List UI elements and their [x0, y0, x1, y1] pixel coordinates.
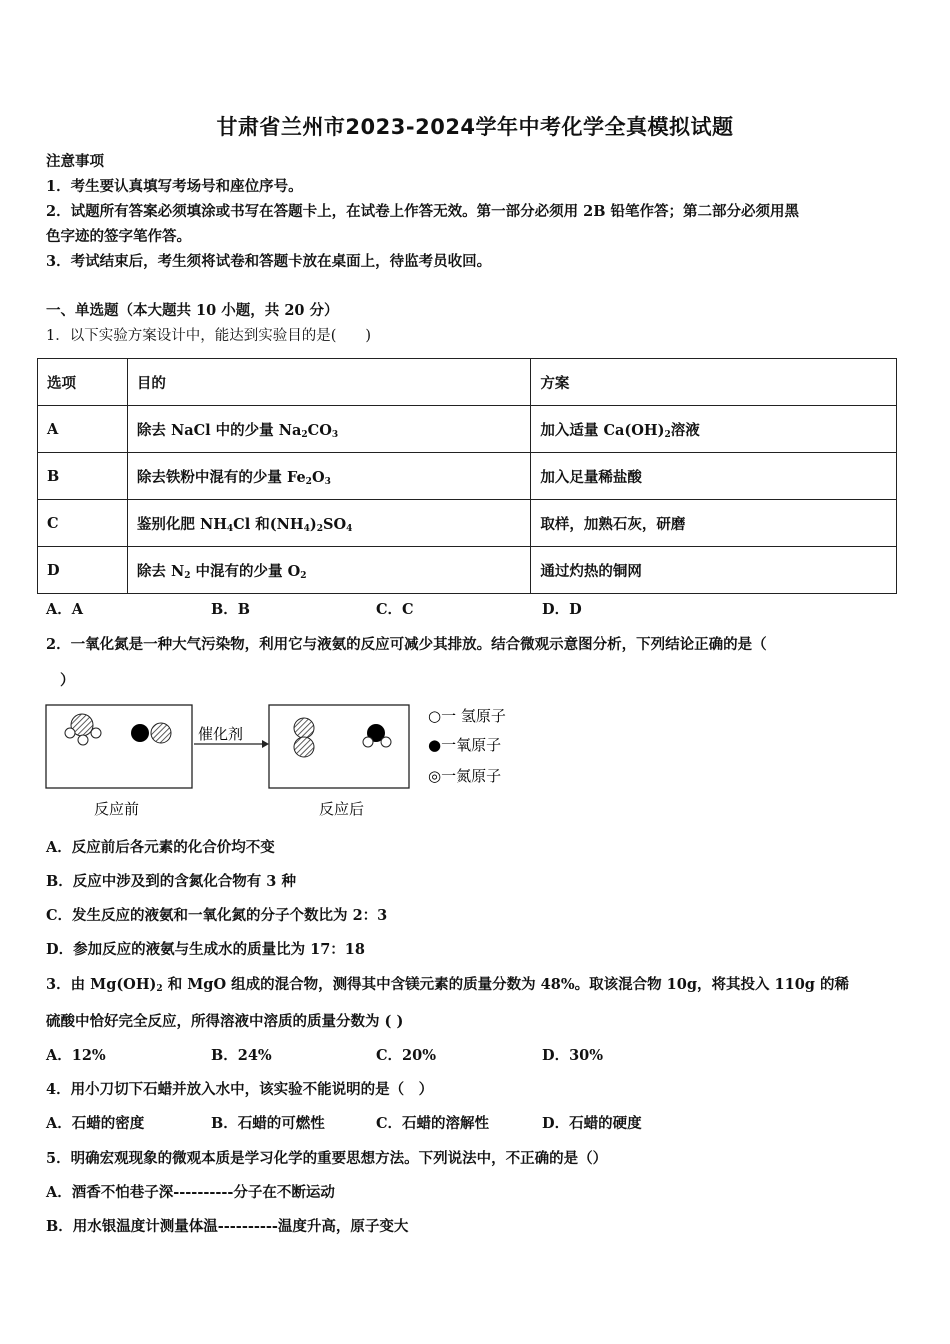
q4-stem: 4．用小刀切下石蜡并放入水中，该实验不能说明的是（ ）	[46, 1081, 434, 1098]
option-d: D．石蜡的硬度	[542, 1115, 642, 1132]
q5-option-a: A．酒香不怕巷子深----------分子在不断运动	[46, 1184, 335, 1201]
plan-cell: 加入足量稀盐酸	[531, 453, 897, 500]
section-heading: 一、单选题（本大题共 10 小题，共 20 分）	[46, 302, 339, 319]
legend	[428, 707, 506, 785]
table-row	[38, 453, 897, 500]
q5-option-b: B．用水银温度计测量体温----------温度升高，原子变大	[46, 1218, 409, 1235]
notice-item: 2．试题所有答案必须填涂或书写在答题卡上，在试卷上作答无效。第一部分必须用 2B 铅笔作答；第二部分必须用黑	[46, 203, 800, 220]
option-c: C．C	[376, 601, 414, 618]
q2-stem-end: ）	[60, 672, 75, 689]
goal-cell: 鉴别化肥 $NH_4Cl$ 和$(NH_4)_2SO_4$	[127, 500, 531, 547]
q1-table	[37, 358, 897, 594]
table-header-cell: 方案	[531, 359, 897, 406]
option-b: B．石蜡的可燃性	[211, 1115, 325, 1132]
legend-nitrogen: ◎一氮原子	[428, 767, 502, 785]
q5-stem: 5．明确宏观现象的微观本质是学习化学的重要思想方法。下列说法中，不正确的是（）	[46, 1150, 608, 1167]
option-d: D．30%	[542, 1047, 604, 1064]
option-a: A．石蜡的密度	[46, 1115, 145, 1132]
q3-stem: 3．由 $Mg(OH)_2$ 和 MgO 组成的混合物，测得其中含镁元素的质量分数为 48%。取该混合物 10g，将其投入 110g 的稀	[46, 976, 849, 994]
before-box	[46, 705, 192, 788]
legend-oxygen: ●一氧原子	[428, 736, 502, 754]
option-c: C．20%	[376, 1047, 436, 1064]
plan-cell: 通过灼热的铜网	[531, 547, 897, 594]
notice-heading: 注意事项	[46, 153, 104, 170]
table-header-cell: 目的	[127, 359, 531, 406]
after-label: 反应后	[319, 800, 365, 818]
notice-item: 色字迹的签字笔作答。	[46, 228, 191, 245]
q1-stem: 1．以下实验方案设计中，能达到实验目的是( )	[46, 328, 372, 344]
q2-option-d: D．参加反应的液氨与生成水的质量比为 17：18	[46, 941, 365, 958]
option-c: C．石蜡的溶解性	[376, 1115, 490, 1132]
table-row	[38, 500, 897, 547]
goal-cell: 除去 $N_2$ 中混有的少量 $O_2$	[127, 547, 531, 594]
q3-stem-cont: 硫酸中恰好完全反应，所得溶液中溶质的质量分数为 ( )	[46, 1013, 404, 1030]
table-row	[38, 547, 897, 594]
option-b: B．B	[211, 601, 251, 618]
goal-cell: 除去铁粉中混有的少量 $Fe_2O_3$	[127, 453, 531, 500]
option-a: A．A	[46, 601, 84, 618]
before-label: 反应前	[94, 800, 140, 818]
option-b: B．24%	[211, 1047, 272, 1064]
option-cell: B	[38, 453, 128, 500]
page-title: 甘肃省兰州市2023-2024学年中考化学全真模拟试题	[216, 115, 734, 139]
legend-hydrogen: ○一 氢原子	[428, 707, 506, 725]
goal-cell: 除去 NaCl 中的少量 $Na_2CO_3$	[127, 406, 531, 453]
table-header-row	[38, 359, 897, 406]
catalyst-label: 催化剂	[198, 725, 244, 743]
q2-option-a: A．反应前后各元素的化合价均不变	[46, 839, 275, 856]
reaction-diagram	[44, 700, 524, 825]
option-cell: D	[38, 547, 128, 594]
notice-item: 1．考生要认真填写考场号和座位序号。	[46, 178, 303, 195]
option-cell: C	[38, 500, 128, 547]
notice-item: 3．考试结束后，考生须将试卷和答题卡放在桌面上，待监考员收回。	[46, 253, 492, 270]
plan-cell: 加入适量 $Ca(OH)_2$溶液	[531, 406, 897, 453]
option-d: D．D	[542, 601, 582, 618]
table-header-cell: 选项	[38, 359, 128, 406]
option-a: A．12%	[46, 1047, 106, 1064]
plan-cell: 取样，加熟石灰，研磨	[531, 500, 897, 547]
q2-option-c: C．发生反应的液氨和一氧化氮的分子个数比为 2：3	[46, 907, 388, 924]
option-cell: A	[38, 406, 128, 453]
table-row	[38, 406, 897, 453]
q2-stem: 2．一氧化氮是一种大气污染物，利用它与液氨的反应可减少其排放。结合微观示意图分析，下列结论正确的是（	[46, 636, 767, 653]
q2-option-b: B．反应中涉及到的含氮化合物有 3 种	[46, 873, 296, 890]
